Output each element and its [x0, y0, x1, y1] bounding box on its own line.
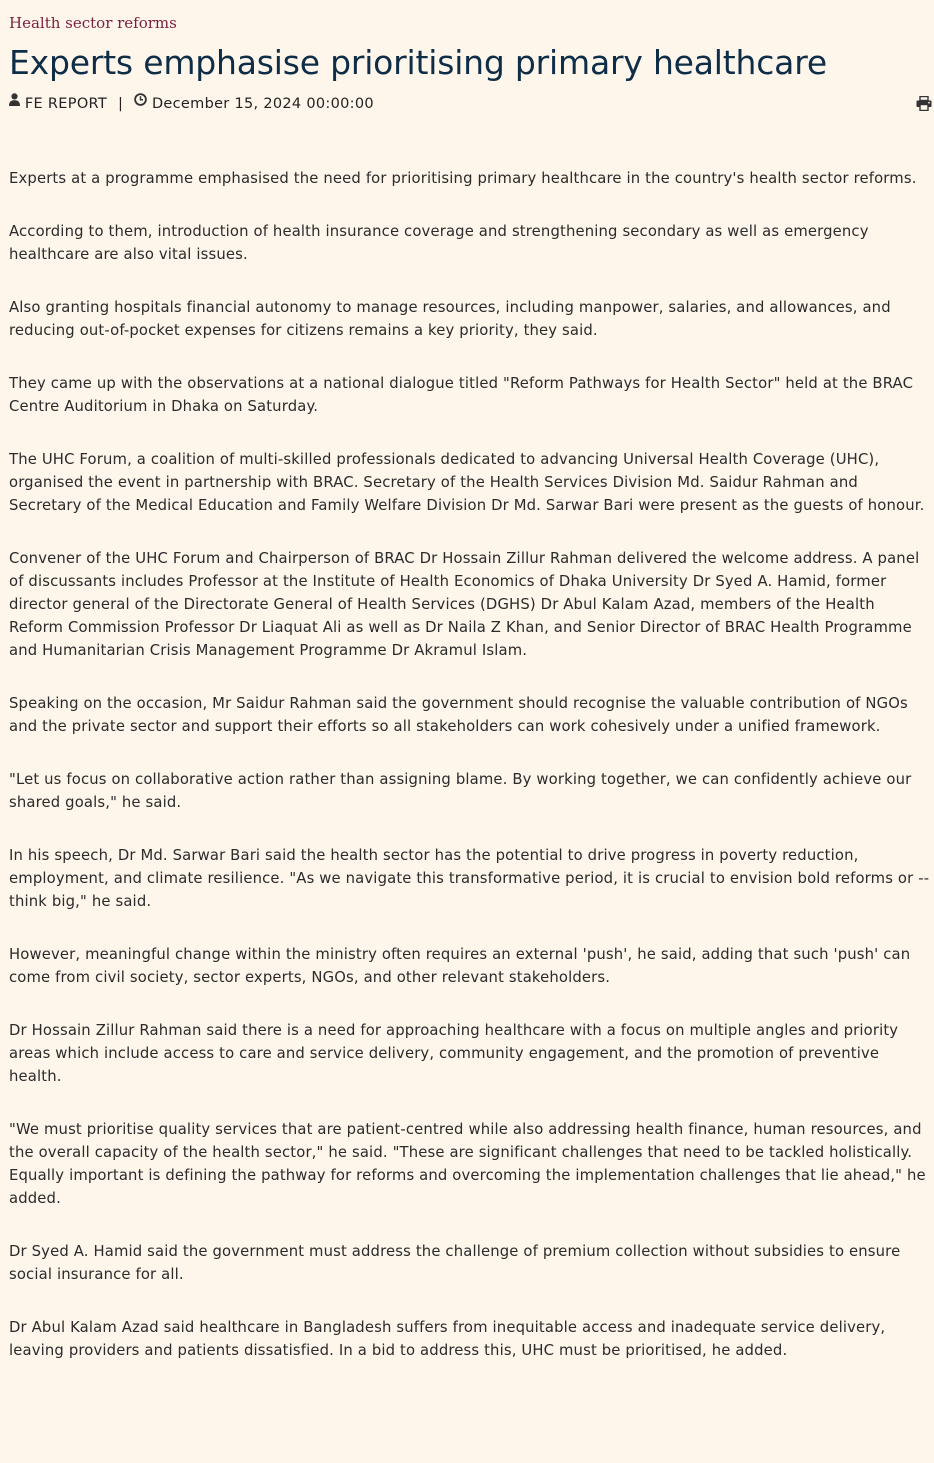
clock-icon [134, 91, 147, 113]
article-paragraph: Experts at a programme emphasised the need for prioritising primary healthcare in the country's health sector reforms. [9, 170, 917, 187]
publish-date: December 15, 2024 00:00:00 [151, 96, 374, 112]
article-paragraph: "We must prioritise quality services that are patient-centred while also addressing health finance, human resources, and the overall capacity of the health sector," he said. "These are significant challenges that need to be tackled holistically. Equally important is defining the pathway for reforms and overcoming the implementation challenges that lie ahead," he added. [9, 1121, 926, 1207]
article-paragraph: In his speech, Dr Md. Sarwar Bari said the health sector has the potential to drive progress in poverty reduction, employment, and climate resilience. "As we navigate this transformative period, it is crucial to envision bold reforms or --think big," he said. [9, 847, 930, 910]
article-paragraph: Dr Hossain Zillur Rahman said there is a need for approaching healthcare with a focus on multiple angles and priority areas which include access to care and service delivery, community engagement, and the promotion of preventive health. [9, 1022, 899, 1085]
article-paragraph: Speaking on the occasion, Mr Saidur Rahman said the government should recognise the valuable contribution of NGOs and the private sector and support their efforts so all stakeholders can work cohesively under a unified framework. [9, 695, 908, 735]
article-paragraph: Also granting hospitals financial autonomy to manage resources, including manpower, salaries, and allowances, and reducing out-of-pocket expenses for citizens remains a key priority, they said. [9, 299, 891, 339]
print-icon[interactable] [916, 96, 932, 112]
article-paragraph: Dr Abul Kalam Azad said healthcare in Bangladesh suffers from inequitable access and inadequate service delivery, leaving providers and patients dissatisfied. In a bid to address this, UHC must be prioritised, he added. [9, 1319, 886, 1359]
article-paragraph: Dr Syed A. Hamid said the government must address the challenge of premium collection without subsidies to ensure social insurance for all. [9, 1243, 901, 1283]
article-paragraph: According to them, introduction of health insurance coverage and strengthening secondary as well as emergency healthcare are also vital issues. [9, 223, 869, 263]
article-paragraph: Convener of the UHC Forum and Chairperson of BRAC Dr Hossain Zillur Rahman delivered the welcome address. A panel of discussants includes Professor at the Institute of Health Economics of Dhaka University Dr Syed A. Hamid, former director general of the Directorate General of Health Services (DGHS) Dr Abul Kalam Azad, members of the Health Reform Commission Professor Dr Liaquat Ali as well as Dr Naila Z Khan, and Senior Director of BRAC Health Programme and Humanitarian Crisis Management Programme Dr Akramul Islam. [9, 550, 920, 659]
article-paragraph: The UHC Forum, a coalition of multi-skilled professionals dedicated to advancing Universal Health Coverage (UHC), organised the event in partnership with BRAC. Secretary of the Health Services Division Md. Saidur Rahman and Secretary of the Medical Education and Family Welfare Division Dr Md. Sarwar Bari were present as the guests of honour. [9, 451, 925, 514]
article-paragraph: They came up with the observations at a national dialogue titled "Reform Pathways for Health Sector" held at the BRAC Centre Auditorium in Dhaka on Saturday. [9, 375, 914, 415]
article-paragraph: "Let us focus on collaborative action rather than assigning blame. By working together, we can confidently achieve our shared goals," he said. [9, 771, 912, 811]
article-paragraph: However, meaningful change within the ministry often requires an external 'push', he said, adding that such 'push' can come from civil society, sector experts, NGOs, and other relevant stakeholders. [9, 946, 911, 986]
article-headline: Experts emphasise prioritising primary healthcare [9, 43, 827, 82]
category-link[interactable]: Health sector reforms [9, 14, 177, 32]
meta-separator: | [117, 96, 124, 112]
user-icon [9, 91, 20, 113]
article-meta [9, 93, 934, 115]
author-name: FE REPORT [24, 96, 108, 112]
article-body [9, 167, 934, 1362]
